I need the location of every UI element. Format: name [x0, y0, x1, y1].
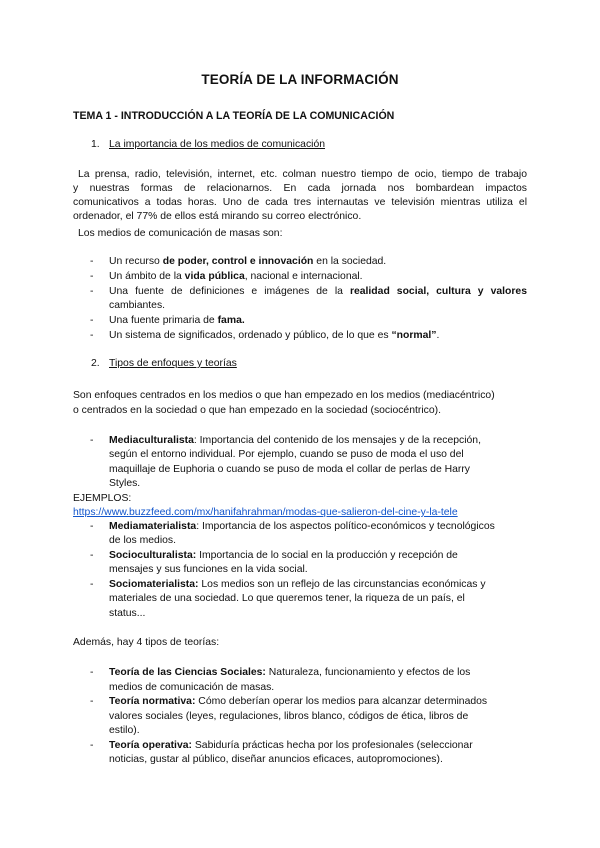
- section2-heading: Tipos de enfoques y teorías: [109, 358, 237, 369]
- bullet-dash: -: [90, 286, 94, 297]
- bullet-item: Una fuente de definiciones e imágenes de la realidad social, cultura y valores: [109, 286, 527, 297]
- bullet-item: Teoría normativa: Cómo deberían operar los medios para alcanzar determinados: [109, 696, 488, 707]
- bullet-item-continued: cambiantes.: [109, 300, 166, 311]
- bullet-item-continued: de los medios.: [109, 535, 176, 546]
- section1-paragraph-line: comunicativos a todas horas. Uno de cada tres internautas ve televisión mientras utiliza el: [73, 197, 527, 208]
- section1-paragraph-line: y nuestras formas de relacionarnos. En cada jornada nos bombardean impactos: [73, 183, 527, 194]
- bullet-item-continued: maquillaje de Euphoria o cuando se puso de moda el collar de perlas de Harry: [109, 464, 471, 475]
- bullet-item-continued: mensajes y sus funciones en la vida social.: [109, 564, 308, 575]
- bullet-item-continued: materiales de una sociedad. Lo que queremos tener, la riqueza de un país, el: [109, 593, 465, 604]
- section1-number: 1.: [91, 139, 100, 150]
- section3-intro: Además, hay 4 tipos de teorías:: [73, 637, 220, 648]
- bullet-item: Sociomaterialista: Los medios son un reflejo de las circunstancias económicas y: [109, 579, 486, 590]
- bullet-item: Mediamaterialista: Importancia de los aspectos político-económicos y tecnológicos: [109, 521, 495, 532]
- bullet-item-continued: status...: [109, 608, 146, 619]
- bullet-item: Un ámbito de la vida pública, nacional e internacional.: [109, 271, 363, 282]
- bullet-item: Un sistema de significados, ordenado y público, de lo que es “normal”.: [109, 330, 440, 341]
- bullet-dash: -: [90, 740, 94, 751]
- section1-paragraph-line: ordenador, el 77% de ellos está mirando su correo electrónico.: [73, 211, 362, 222]
- ejemplos-label: EJEMPLOS:: [73, 493, 132, 504]
- bullet-dash: -: [90, 435, 94, 446]
- bullet-item-continued: Styles.: [109, 478, 141, 489]
- bullet-item: Un recurso de poder, control e innovación en la sociedad.: [109, 256, 387, 267]
- bullet-dash: -: [90, 667, 94, 678]
- section1-paragraph-2: Los medios de comunicación de masas son:: [78, 228, 283, 239]
- bullet-item: Teoría de las Ciencias Sociales: Naturaleza, funcionamiento y efectos de los: [109, 667, 471, 678]
- bullet-dash: -: [90, 696, 94, 707]
- bullet-item-continued: valores sociales (leyes, regulaciones, libros blanco, códigos de ética, libros de: [109, 711, 469, 722]
- document-title: TEORÍA DE LA INFORMACIÓN: [201, 72, 399, 87]
- bullet-dash: -: [90, 550, 94, 561]
- bullet-item: Mediaculturalista: Importancia del contenido de los mensajes y de la recepción,: [109, 435, 481, 446]
- bullet-dash: -: [90, 271, 94, 282]
- bullet-dash: -: [90, 315, 94, 326]
- bullet-item: Socioculturalista: Importancia de lo social en la producción y recepción de: [109, 550, 458, 561]
- section1-heading: La importancia de los medios de comunicación: [109, 139, 326, 150]
- section1-paragraph-line: La prensa, radio, televisión, internet, etc. colman nuestro tiempo de ocio, tiempo de trabajo: [78, 169, 527, 180]
- bullet-dash: -: [90, 521, 94, 532]
- bullet-item-continued: estilo).: [109, 725, 140, 736]
- bullet-item-continued: noticias, gustar al público, diseñar anuncios eficaces, autopromociones).: [109, 754, 443, 765]
- bullet-dash: -: [90, 330, 94, 341]
- section2-paragraph-line: Son enfoques centrados en los medios o que han empezado en los medios (mediacéntrico): [73, 390, 495, 401]
- bullet-item: Una fuente primaria de fama.: [109, 315, 245, 326]
- section2-number: 2.: [91, 358, 100, 369]
- bullet-dash: -: [90, 579, 94, 590]
- tema-heading: TEMA 1 - INTRODUCCIÓN A LA TEORÍA DE LA COMUNICACIÓN: [73, 110, 395, 122]
- bullet-item-continued: medios de comunicación de masas.: [109, 682, 275, 693]
- ejemplos-link[interactable]: https://www.buzzfeed.com/mx/hanifahrahman/modas-que-salieron-del-cine-y-la-tele: [73, 507, 458, 518]
- section2-paragraph-line: o centrados en la sociedad o que han empezado en la sociedad (sociocéntrico).: [73, 405, 441, 416]
- bullet-item: Teoría operativa: Sabiduría prácticas hecha por los profesionales (seleccionar: [109, 740, 473, 751]
- bullet-dash: -: [90, 256, 94, 267]
- bullet-item-continued: según el entorno individual. Por ejemplo, cuando se puso de moda el uso del: [109, 449, 464, 460]
